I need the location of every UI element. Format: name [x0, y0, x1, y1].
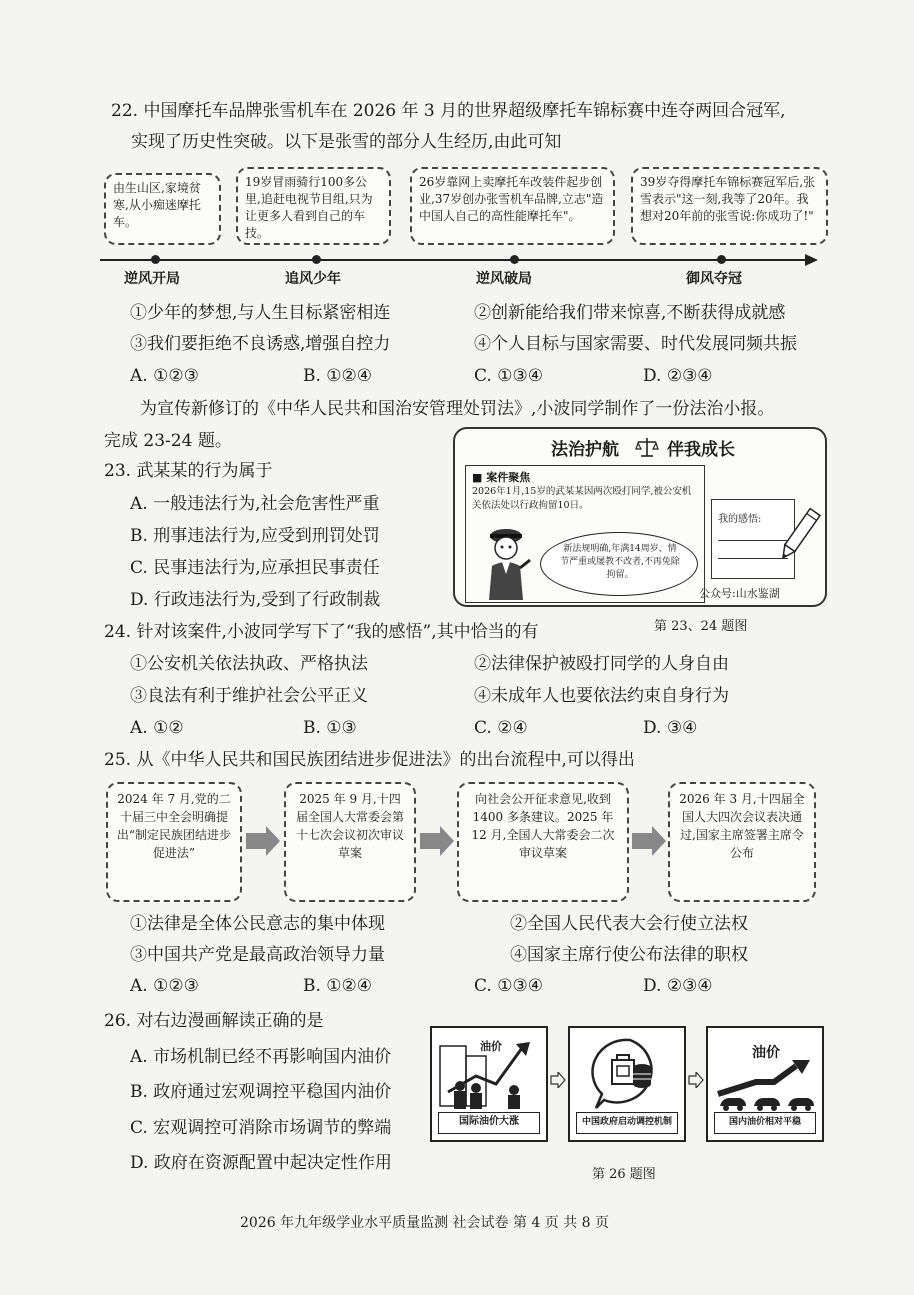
- q25-choice-d[interactable]: D. ②③④: [643, 976, 713, 996]
- q22-box-1: 由生山区,家境贫寒,从小痴迷摩托车。: [104, 173, 221, 245]
- domestic-oil-stable-icon: [712, 1056, 820, 1112]
- panel1-label: 油价: [480, 1040, 502, 1053]
- poster-footer: 公众号:山水鉴湖: [699, 587, 780, 600]
- poster-title-left: 法治护航: [551, 440, 619, 460]
- q26-stem: 26. 对右边漫画解读正确的是: [104, 1011, 324, 1031]
- flow-arrow-3: [632, 826, 666, 856]
- q24-option-2: ②法律保护被殴打同学的人身自由: [474, 654, 729, 674]
- flow-step-4: 2026 年 3 月,十四届全国人大四次会议表决通过,国家主席签署主席令公布: [668, 782, 816, 902]
- police-officer-icon: [480, 522, 532, 600]
- q26-choice-d[interactable]: D. 政府在资源配置中起决定性作用: [130, 1153, 392, 1173]
- q25-choice-b[interactable]: B. ①②④: [303, 976, 373, 996]
- q25-option-3: ③中国共产党是最高政治领导力量: [130, 945, 385, 965]
- q22-stem-line2: 实现了历史性突破。以下是张雪的部分人生经历,由此可知: [131, 132, 562, 152]
- case-text: 2026年1月,15岁的武某某因两次殴打同学,被公安机关依法处以行政拘留10日。: [472, 486, 692, 511]
- intro-23-24-line1: 为宣传新修订的《中华人民共和国治安管理处罚法》,小波同学制作了一份法治小报。: [140, 399, 775, 419]
- flow-arrow-1: [246, 826, 280, 856]
- flow-step-1: 2024 年 7 月,党的二十届三中全会明确提出“制定民族团结进步促进法”: [106, 782, 242, 902]
- speech-bubble-text: 新法规明确,年满14周岁、情节严重或屡教不改者,不再免除拘留。: [560, 544, 680, 580]
- q22-box-4: 39岁夺得摩托车锦标赛冠军后,张雪表示"这一刻,我等了20年。我想对20年前的张雪说:你成功了!": [631, 167, 828, 245]
- timeline-dot-1: [151, 255, 160, 264]
- q23-choice-c[interactable]: C. 民事违法行为,应承担民事责任: [130, 558, 380, 578]
- q24-choice-c[interactable]: C. ②④: [474, 718, 528, 738]
- comic-caption: 第 26 题图: [592, 1167, 656, 1182]
- timeline-arrow: [100, 251, 820, 269]
- q22-option-3: ③我们要拒绝不良诱惑,增强自控力: [130, 334, 391, 354]
- q24-choice-d[interactable]: D. ③④: [643, 718, 698, 738]
- panel3-label: 油价: [752, 1045, 780, 1061]
- stage-label-4: 御风夺冠: [686, 271, 742, 287]
- q22-option-1: ①少年的梦想,与人生目标紧密相连: [130, 303, 391, 323]
- intro-23-24-line2: 完成 23-24 题。: [104, 431, 232, 451]
- q24-stem: 24. 针对该案件,小波同学写下了“我的感悟”,其中恰当的有: [104, 622, 539, 642]
- q23-stem: 23. 武某某的行为属于: [104, 461, 273, 481]
- regulation-mechanism-icon: [590, 1036, 670, 1112]
- stage-label-3: 逆风破局: [476, 271, 532, 287]
- page-footer: 2026 年九年级学业水平质量监测 社会试卷 第 4 页 共 8 页: [240, 1215, 610, 1231]
- q22-box-3: 26岁靠网上卖摩托车改装件起步创业,37岁创办张雪机车品牌,立志"造中国人自己的高性能摩托车"。: [410, 167, 615, 245]
- comic-panel-1: [430, 1026, 548, 1142]
- q26-choice-b[interactable]: B. 政府通过宏观调控平稳国内油价: [130, 1082, 392, 1102]
- scales-icon: [635, 436, 659, 458]
- comic-panel-2: [568, 1026, 686, 1142]
- q22-option-2: ②创新能给我们带来惊喜,不断获得成就感: [474, 303, 786, 323]
- q23-choice-a[interactable]: A. 一般违法行为,社会危害性严重: [130, 494, 380, 514]
- stage-label-1: 逆风开局: [124, 271, 180, 287]
- comic-arrow-1: [550, 1072, 566, 1088]
- poster-title-right: 伴我成长: [667, 440, 735, 460]
- flow-step-3: 向社会公开征求意见,收到 1400 多条建议。2025 年 12 月,全国人大常委会二次审议草案: [457, 782, 629, 902]
- q25-choice-c[interactable]: C. ①③④: [474, 976, 543, 996]
- law-poster: [453, 427, 827, 607]
- flow-arrow-2: [420, 826, 454, 856]
- speech-bubble: [540, 532, 698, 596]
- q22-choice-a[interactable]: A. ①②③: [130, 366, 199, 386]
- q25-option-1: ①法律是全体公民意志的集中体现: [130, 914, 385, 934]
- panel1-caption: 国际油价大涨: [438, 1112, 540, 1134]
- case-title-text: 案件聚焦: [486, 471, 531, 484]
- q22-choice-c[interactable]: C. ①③④: [474, 366, 543, 386]
- stage-label-2: 追风少年: [285, 271, 341, 287]
- timeline-dot-3: [510, 255, 519, 264]
- timeline-dot-2: [312, 255, 321, 264]
- q22-box-2: 19岁冒雨骑行100多公里,追赶电视节目组,只为让更多人看到自己的车技。: [236, 167, 391, 245]
- pencil-icon: [777, 505, 821, 565]
- q24-option-1: ①公安机关依法执政、严格执法: [130, 654, 368, 674]
- q23-choice-d[interactable]: D. 行政违法行为,受到了行政制裁: [130, 590, 381, 610]
- q25-option-2: ②全国人民代表大会行使立法权: [510, 914, 748, 934]
- q25-stem: 25. 从《中华人民共和国民族团结进步促进法》的出台流程中,可以得出: [104, 750, 635, 770]
- q24-choice-b[interactable]: B. ①③: [303, 718, 357, 738]
- q26-choice-a[interactable]: A. 市场机制已经不再影响国内油价: [130, 1047, 392, 1067]
- reflection-label: 我的感悟:: [718, 514, 762, 525]
- q25-choice-a[interactable]: A. ①②③: [130, 976, 199, 996]
- q24-choice-a[interactable]: A. ①②: [130, 718, 184, 738]
- panel2-caption: 中国政府启动调控机制: [576, 1112, 678, 1134]
- q26-choice-c[interactable]: C. 宏观调控可消除市场调节的弊端: [130, 1118, 392, 1138]
- q22-choice-b[interactable]: B. ①②④: [303, 366, 373, 386]
- q22-choice-d[interactable]: D. ②③④: [643, 366, 713, 386]
- comic-arrow-2: [688, 1072, 704, 1088]
- case-title: ■ 案件聚焦: [472, 471, 531, 484]
- flow-step-2: 2025 年 9 月,十四届全国人大常委会第十七次会议初次审议草案: [284, 782, 416, 902]
- q24-option-3: ③良法有利于维护社会公平正义: [130, 686, 368, 706]
- case-panel: [465, 465, 705, 603]
- q23-choice-b[interactable]: B. 刑事违法行为,应受到刑罚处罚: [130, 526, 380, 546]
- poster-caption: 第 23、24 题图: [654, 619, 748, 634]
- timeline-dot-4: [717, 255, 726, 264]
- q22-stem-line1: 22. 中国摩托车品牌张雪机车在 2026 年 3 月的世界超级摩托车锦标赛中连夺两回合冠军,: [111, 101, 786, 121]
- panel3-caption: 国内油价相对平稳: [714, 1112, 816, 1134]
- q24-option-4: ④未成年人也要依法约束自身行为: [474, 686, 729, 706]
- comic-panel-3: [706, 1026, 824, 1142]
- q22-option-4: ④个人目标与国家需要、时代发展同频共振: [474, 334, 797, 354]
- q25-option-4: ④国家主席行使公布法律的职权: [510, 945, 748, 965]
